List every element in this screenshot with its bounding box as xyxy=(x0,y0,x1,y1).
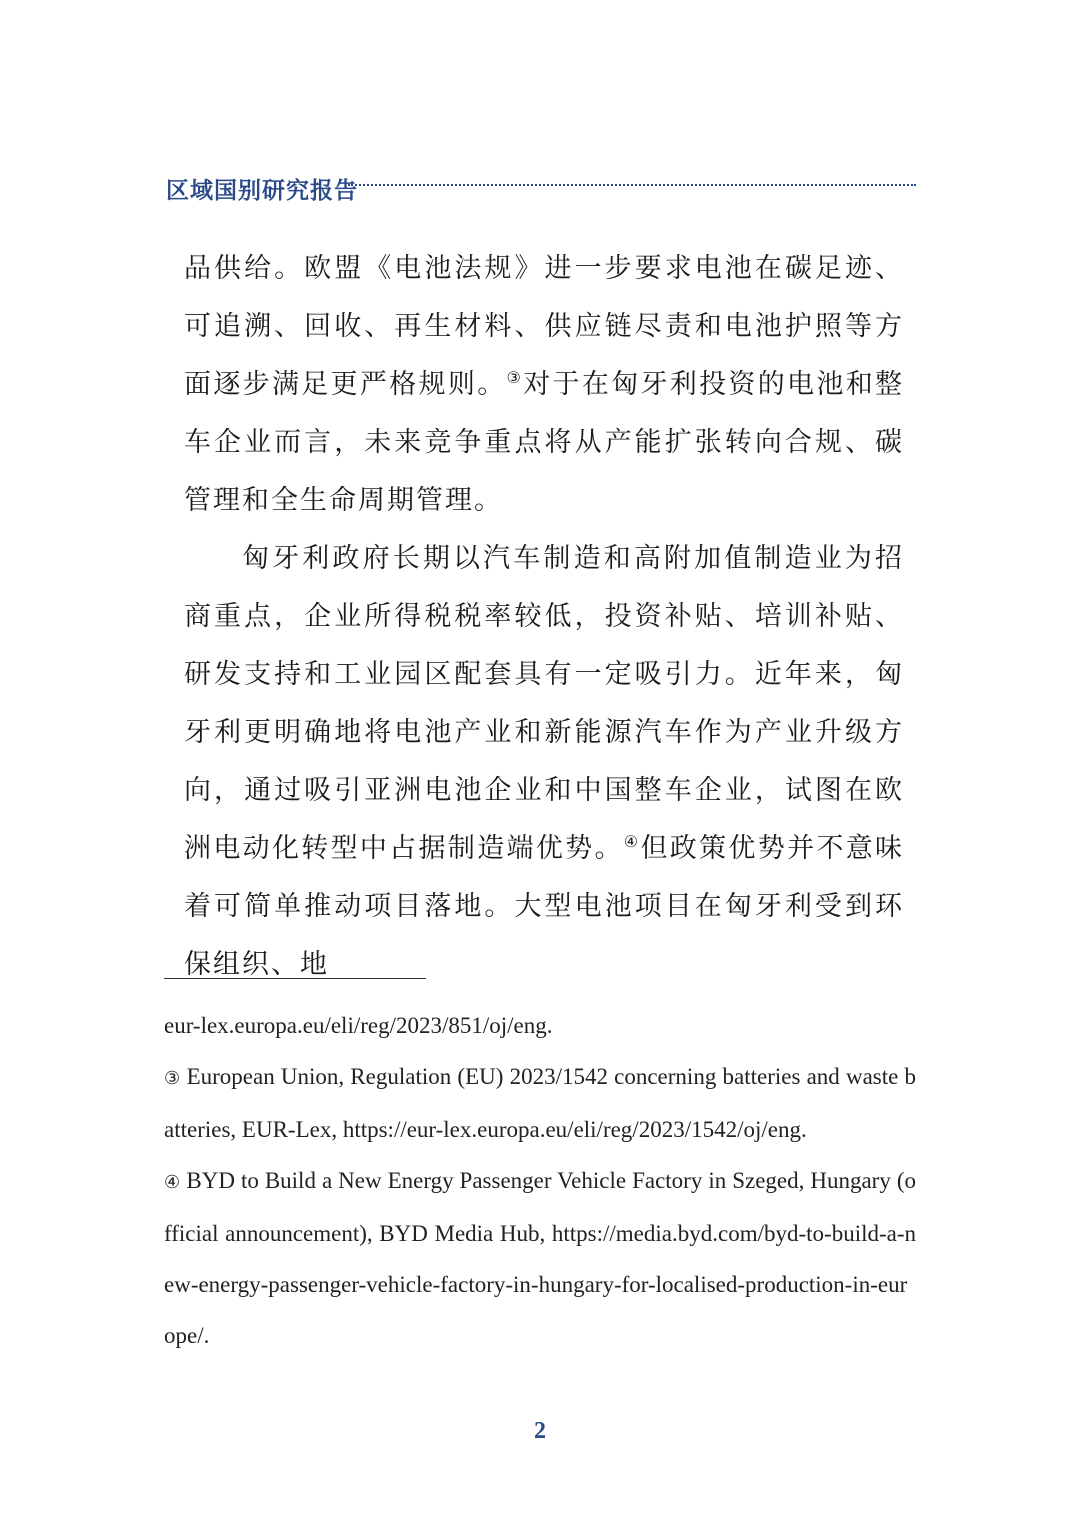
footnote-3-mark: ③ xyxy=(164,1068,181,1088)
footnote-separator xyxy=(164,978,426,979)
footnote-3 xyxy=(164,1051,916,1155)
paragraph-1-part-b: 对于在匈牙利投资的电池和整车企业而言，未来竞争重点将从产能扩张转向合规、碳管理和全生命周期管理。 xyxy=(184,369,905,516)
paragraph-2 xyxy=(184,530,904,994)
footnote-3-text: European Union, Regulation (EU) 2023/1542 concerning batteries and waste batteries, EUR-Lex, https://eur-lex.europa.eu/eli/reg/2023/1542/oj/eng. xyxy=(164,1064,917,1142)
footnote-ref-4: ④ xyxy=(623,832,641,851)
header-dotted-rule xyxy=(348,184,916,186)
paragraph-2-part-a: 匈牙利政府长期以汽车制造和高附加值制造业为招商重点，企业所得税税率较低，投资补贴、培训补贴、研发支持和工业园区配套具有一定吸引力。近年来，匈牙利更明确地将电池产业和新能源汽车作为产业升级方向，通过吸引亚洲电池企业和中国整车企业，试图在欧洲电动化转型中占据制造端优势。 xyxy=(184,543,904,864)
page-number: 2 xyxy=(534,1418,546,1444)
paragraph-1-part-a: 品供给。欧盟《电池法规》进一步要求电池在碳足迹、可追溯、回收、再生材料、供应链尽责和电池护照等方面逐步满足更严格规则。 xyxy=(184,253,904,400)
footnotes xyxy=(164,1000,916,1361)
paragraph-1 xyxy=(184,240,904,530)
footnote-4-text: BYD to Build a New Energy Passenger Vehicle Factory in Szeged, Hungary (official announcement), BYD Media Hub, https://media.byd.com/byd-to-build-a-new-energy-passenger-vehicle-factory-in-hungary-for-localised-production-in-europe/. xyxy=(164,1168,916,1348)
report-series-title: 区域国别研究报告 xyxy=(166,177,358,204)
footnote-continued: eur-lex.europa.eu/eli/reg/2023/851/oj/eng. xyxy=(164,1013,553,1038)
paragraph-2-part-b: 但政策优势并不意味着可简单推动项目落地。大型电池项目在匈牙利受到环保组织、地 xyxy=(184,833,905,980)
main-text xyxy=(184,240,904,994)
footnote-ref-3: ③ xyxy=(506,368,524,387)
running-header xyxy=(166,172,916,206)
footnote-4-mark: ④ xyxy=(164,1172,181,1192)
footnote-4 xyxy=(164,1155,916,1361)
